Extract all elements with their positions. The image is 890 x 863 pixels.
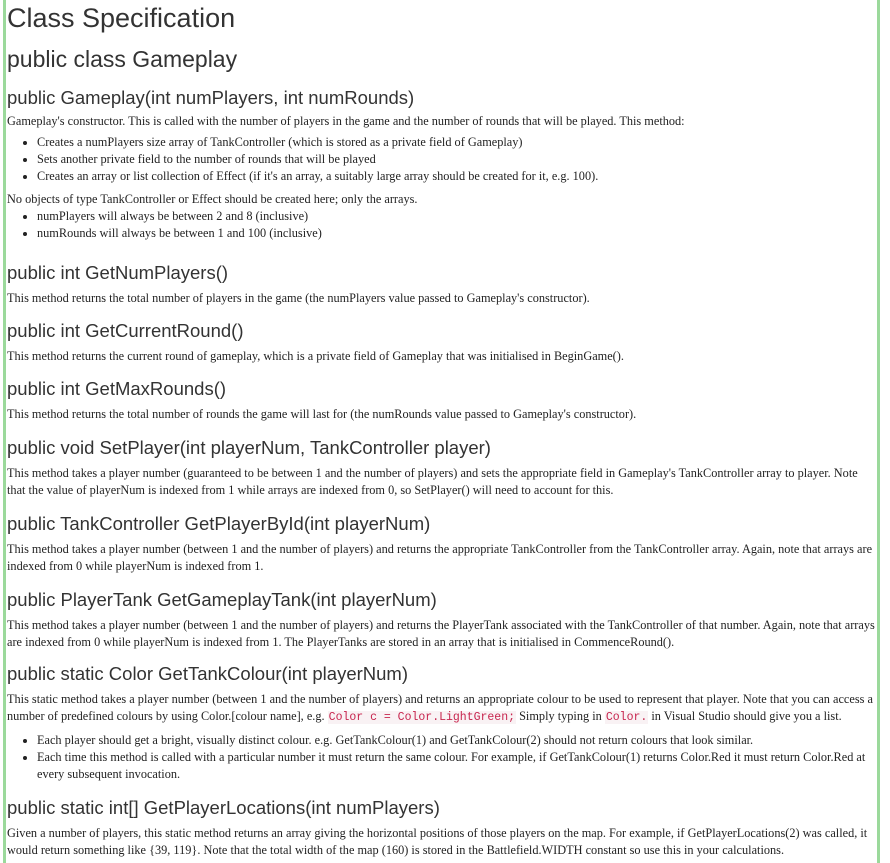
method-description: This method returns the total number of players in the game (the numPlayers value passed to Gameplay's constructor).: [7, 291, 590, 305]
method-description: This method returns the total number of rounds the game will last for (the numRounds value passed to Gameplay's constructor).: [7, 407, 637, 421]
method-signature: public static int[] GetPlayerLocations(int numPlayers): [7, 797, 440, 818]
method-signature: public PlayerTank GetGameplayTank(int playerNum): [7, 589, 437, 610]
method-signature: public int GetCurrentRound(): [7, 320, 244, 341]
method-description: This method takes a player number (guaranteed to be between 1 and the number of players) and sets the appropriate field in Gameplay's TankController array to player. Note that the value of playerNum is indexed from 1 while arrays are indexed from 0, so SetPlayer() will need to account for this.: [7, 466, 858, 497]
method-signature: public int GetNumPlayers(): [7, 262, 229, 283]
method-signature: public void SetPlayer(int playerNum, TankController player): [7, 437, 491, 458]
list-item: • Sets another private field to the number of rounds that will be played: [37, 151, 877, 168]
list-item: • Each time this method is called with a particular number it must return the same colour. For example, if GetTankColour(1) returns Color.Red it must return Color.Red at every subsequent invocation.: [37, 749, 877, 783]
list-item: • Creates an array or list collection of Effect (if it's an array, a suitably large array should be created for it, e.g. 100).: [37, 168, 877, 185]
section-get-tank-colour: [7, 663, 877, 783]
code-snippet: Color.: [605, 711, 648, 724]
method-description: This method returns the current round of gameplay, which is a private field of Gameplay that was initialised in BeginGame().: [7, 349, 624, 363]
section-get-num-players: [7, 262, 877, 307]
page-title: Class Specification: [7, 3, 236, 33]
title-block: [7, 0, 877, 32]
list-item: • Creates a numPlayers size array of TankController (which is stored as a private field of Gameplay): [37, 134, 877, 151]
method-description: This method takes a player number (between 1 and the number of players) and returns the PlayerTank associated with the TankController of that number. Again, note that arrays are indexed from 0 while playerNum is indexed from 1. The PlayerTanks are stored in an array that is initialised in CommenceRound().: [7, 618, 875, 649]
method-signature: public static Color GetTankColour(int playerNum): [7, 663, 408, 684]
constructor-signature: public Gameplay(int numPlayers, int numRounds): [7, 87, 415, 108]
constructor-intro: Gameplay's constructor. This is called with the number of players in the game and the number of rounds that will be played. This method:: [7, 114, 685, 128]
list-item: • numPlayers will always be between 2 and 8 (inclusive): [37, 208, 877, 225]
description-text: This static method takes a player number (between 1 and the number of players) and returns an appropriate colour to be used to represent that player. Note that you can access a number of predefined colours by using Color.[colour name], e.g.: [7, 692, 873, 723]
description-text: in Visual Studio should give you a list.: [651, 709, 842, 723]
method-description: This method takes a player number (between 1 and the number of players) and returns the appropriate TankController from the TankController array. Again, note that arrays are indexed from 0 while playerNum is indexed from 1.: [7, 542, 873, 573]
section-get-current-round: [7, 320, 877, 365]
class-block: [7, 31, 877, 72]
section-get-max-rounds: [7, 378, 877, 423]
constructor-bullets-2: [7, 208, 877, 242]
section-constructor: [7, 87, 877, 242]
section-get-gameplay-tank: [7, 589, 877, 651]
tank-colour-bullets: [7, 732, 877, 783]
description-text: Simply typing in: [519, 709, 602, 723]
method-signature: public TankController GetPlayerById(int playerNum): [7, 513, 431, 534]
section-set-player: [7, 437, 877, 499]
method-description: [7, 691, 877, 726]
method-signature: public int GetMaxRounds(): [7, 378, 227, 399]
section-get-player-by-id: [7, 513, 877, 575]
list-item: • Each player should get a bright, visually distinct colour. e.g. GetTankColour(1) and GetTankColour(2) should not return colours that look similar.: [37, 732, 877, 749]
code-snippet: Color c = Color.LightGreen;: [328, 711, 516, 724]
list-item: • numRounds will always be between 1 and 100 (inclusive): [37, 225, 877, 242]
class-declaration: public class Gameplay: [7, 46, 238, 72]
constructor-note: No objects of type TankController or Effect should be created here; only the arrays.: [7, 192, 418, 206]
method-description: Given a number of players, this static method returns an array giving the horizontal positions of those players on the map. For example, if GetPlayerLocations(2) was called, it would return something like {39, 119}. Note that the total width of the map (160) is stored in the Battlefield.WIDTH constant so use this in your calculations.: [7, 826, 868, 857]
section-get-player-locations: [7, 797, 877, 859]
constructor-bullets: [7, 134, 877, 185]
